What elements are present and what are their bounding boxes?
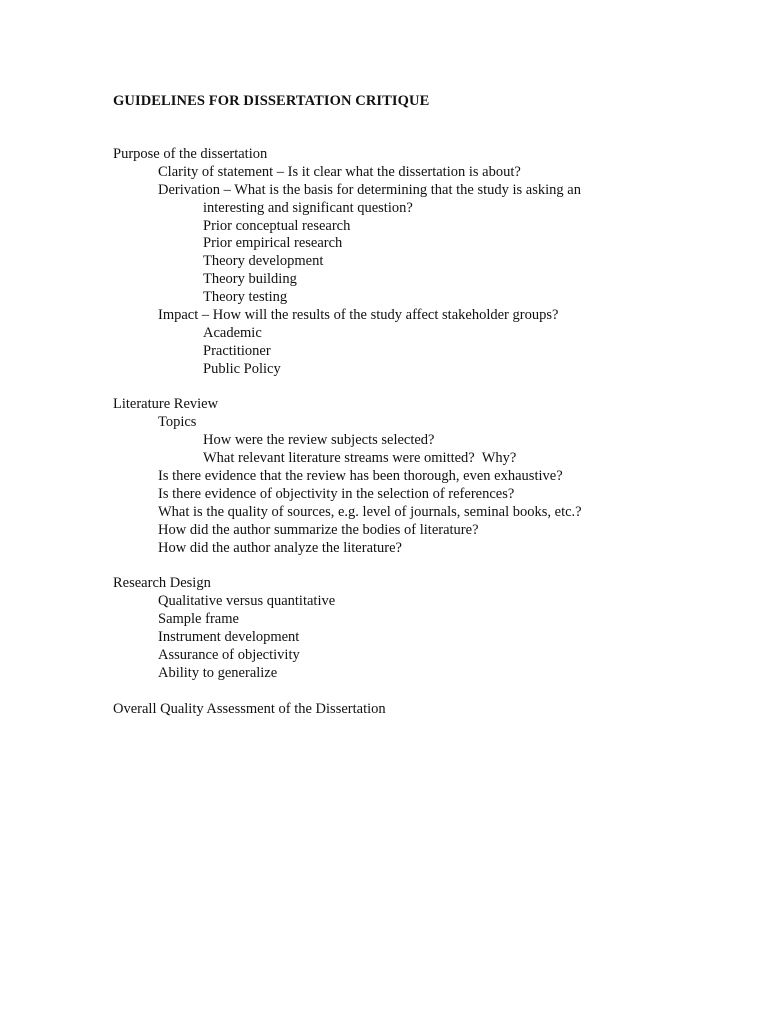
section-spacer (113, 683, 733, 701)
outline-item: Assurance of objectivity (158, 646, 300, 663)
outline-item: Theory building (203, 271, 297, 288)
outline-item: How did the author summarize the bodies of literature? (158, 521, 479, 538)
section-heading-literature-review: Literature Review (113, 396, 219, 413)
outline-item: Prior conceptual research (203, 217, 351, 234)
section-spacer (113, 557, 733, 575)
outline-item: How were the review subjects selected? (203, 432, 435, 449)
outline-item: Ability to generalize (158, 664, 278, 681)
section-heading-purpose: Purpose of the dissertation (113, 146, 268, 162)
document-title: GUIDELINES FOR DISSERTATION CRITIQUE (113, 93, 430, 109)
outline-item: Theory testing (203, 289, 288, 306)
outline-item: Impact – How will the results of the study affect stakeholder groups? (158, 307, 559, 324)
outline-item: How did the author analyze the literature? (158, 539, 402, 556)
outline-item: What relevant literature streams were omitted? Why? (203, 450, 517, 467)
outline-item: Prior empirical research (203, 235, 343, 252)
outline-item: Qualitative versus quantitative (158, 593, 336, 610)
section-heading-research-design: Research Design (113, 575, 211, 592)
outline-item: Sample frame (158, 611, 239, 628)
outline-item: Practitioner (203, 342, 271, 359)
outline-item: Topics (158, 414, 197, 431)
outline-item: Derivation – What is the basis for determining that the study is asking an (158, 181, 581, 198)
outline-item: Instrument development (158, 629, 300, 646)
outline-item: Academic (203, 324, 262, 341)
outline (113, 146, 733, 719)
outline-item: What is the quality of sources, e.g. level of journals, seminal books, etc.? (158, 503, 582, 520)
section-heading-overall-quality: Overall Quality Assessment of the Dissertation (113, 700, 386, 717)
outline-item: Clarity of statement – Is it clear what the dissertation is about? (158, 163, 521, 180)
outline-item: Is there evidence that the review has been thorough, even exhaustive? (158, 468, 563, 485)
section-spacer (113, 379, 733, 397)
outline-item: Theory development (203, 253, 324, 270)
outline-item: Is there evidence of objectivity in the selection of references? (158, 485, 515, 502)
outline-item: Public Policy (203, 360, 281, 377)
outline-item: interesting and significant question? (203, 199, 413, 216)
